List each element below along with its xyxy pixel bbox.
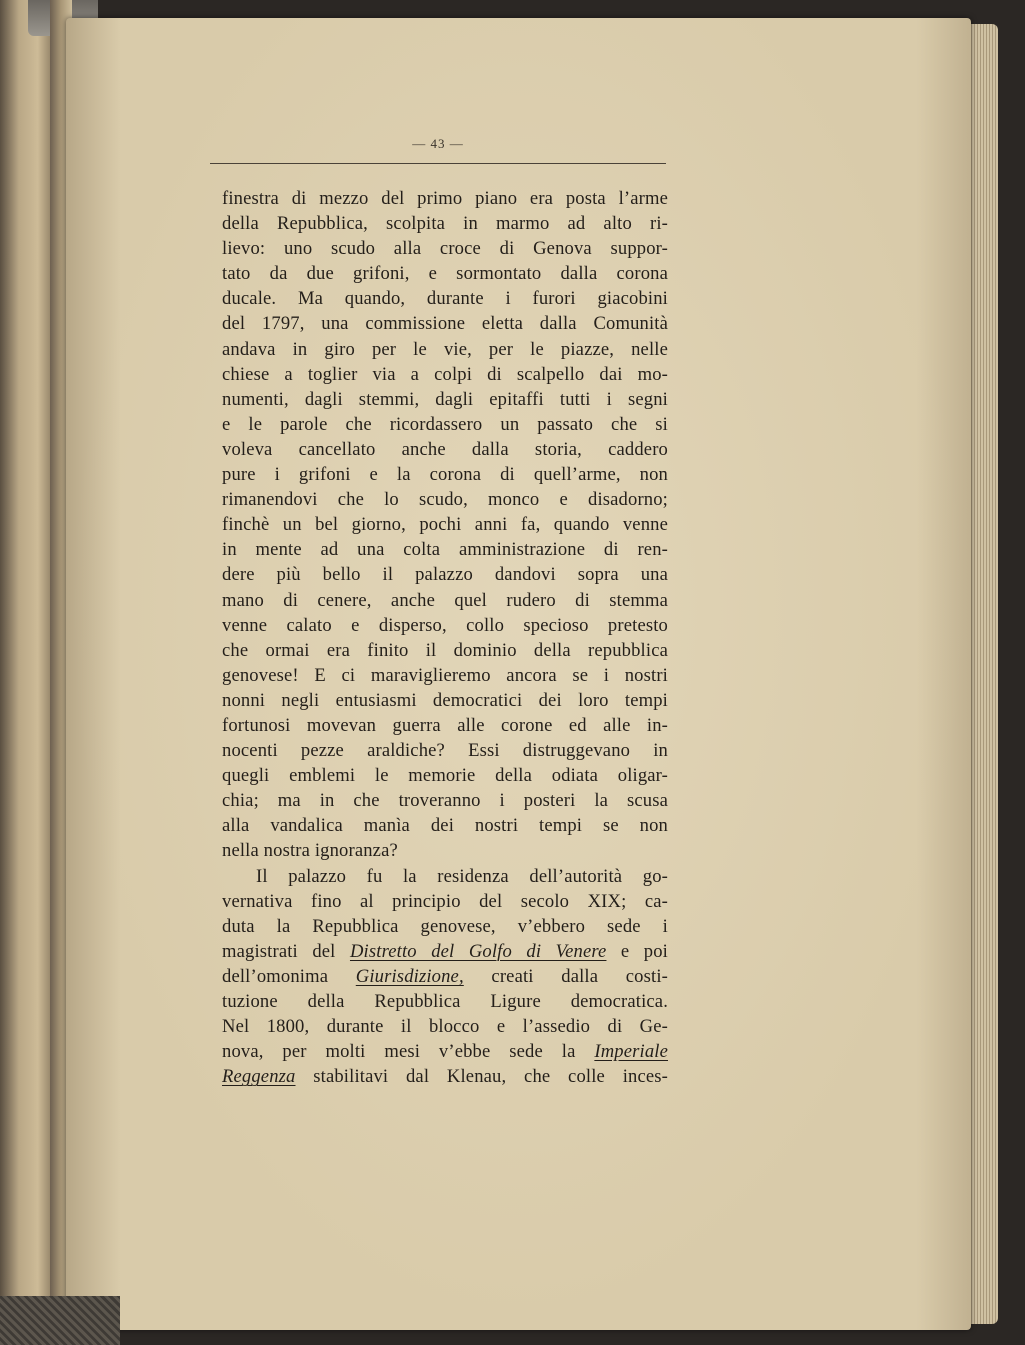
text-line <box>222 387 668 412</box>
text-line <box>222 261 668 286</box>
text-segment: fortunosi movevan guerra alle corone ed alle in- <box>222 714 668 736</box>
text-segment: rimanendovi che lo scudo, monco e disadorno; <box>222 489 668 511</box>
text-line <box>222 864 668 889</box>
text-line <box>222 1039 668 1064</box>
italic-phrase: Giurisdizione, <box>355 965 464 987</box>
text-segment: lievo: uno scudo alla croce di Genova suppor- <box>222 238 668 260</box>
text-line <box>222 337 668 362</box>
text-segment: dell’omonima <box>222 965 356 987</box>
text-segment: dere più bello il palazzo dandovi sopra una <box>222 564 668 586</box>
text-segment: nella nostra ignoranza? <box>222 840 398 862</box>
text-line <box>222 362 668 387</box>
text-segment: creati dalla costi- <box>463 965 668 987</box>
text-segment: finchè un bel giorno, pochi anni fa, quando venne <box>222 514 668 536</box>
text-segment: finestra di mezzo del primo piano era posta l’arme <box>222 188 668 209</box>
text-line <box>222 638 668 663</box>
text-segment: nova, per molti mesi v’ebbe sede la <box>222 1041 595 1063</box>
header-rule <box>210 163 666 164</box>
text-segment: quegli emblemi le memorie della odiata oligar- <box>222 765 668 787</box>
text-segment: che ormai era finito il dominio della repubblica <box>222 639 668 661</box>
text-line <box>222 813 668 838</box>
text-line <box>222 588 668 613</box>
text-line <box>222 763 668 788</box>
text-segment: nonni negli entusiasmi democratici dei loro tempi <box>222 689 668 711</box>
text-segment: tato da due grifoni, e sormontato dalla corona <box>222 263 668 285</box>
text-segment: chia; ma in che troveranno i posteri la scusa <box>222 790 668 812</box>
text-line <box>222 437 668 462</box>
text-segment: magistrati del <box>222 940 350 962</box>
text-segment: vernativa fino al principio del secolo XIX; ca- <box>222 890 668 912</box>
text-segment: voleva cancellato anche dalla storia, caddero <box>222 438 668 460</box>
text-line <box>222 311 668 336</box>
text-line <box>222 914 668 939</box>
text-segment: chiese a toglier via a colpi di scalpello dai mo- <box>222 363 668 385</box>
text-segment: stabilitavi dal Klenau, che colle inces- <box>295 1066 668 1088</box>
text-segment: mano di cenere, anche quel rudero di stemma <box>222 589 668 611</box>
text-line <box>222 663 668 688</box>
text-segment: del 1797, una commissione eletta dalla Comunità <box>222 313 668 335</box>
text-segment: venne calato e disperso, collo specioso pretesto <box>222 614 668 636</box>
page-body-text <box>222 186 668 1089</box>
previous-page-edge <box>0 0 54 1345</box>
text-line <box>222 688 668 713</box>
text-segment: numenti, dagli stemmi, dagli epitaffi tutti i segni <box>222 388 668 410</box>
page-number: — 43 — <box>412 136 464 151</box>
text-segment: e poi <box>606 940 669 962</box>
text-line <box>222 838 668 863</box>
text-line <box>222 186 668 211</box>
text-segment: nocenti pezze araldiche? Essi distruggevano in <box>222 740 668 762</box>
italic-phrase: Reggenza <box>222 1066 296 1088</box>
text-line <box>222 613 668 638</box>
text-segment: alla vandalica manìa dei nostri tempi se non <box>222 815 668 837</box>
text-segment: genovese! E ci maraviglieremo ancora se i nostri <box>222 664 668 686</box>
text-segment: duta la Repubblica genovese, v’ebbero sede i <box>222 915 668 937</box>
text-line <box>222 487 668 512</box>
text-segment: Nel 1800, durante il blocco e l’assedio di Ge- <box>222 1016 668 1038</box>
text-segment: Il palazzo fu la residenza dell’autorità go- <box>256 865 668 887</box>
text-line <box>222 211 668 236</box>
text-line <box>222 512 668 537</box>
text-line <box>222 964 668 989</box>
text-line <box>222 713 668 738</box>
text-line <box>222 412 668 437</box>
text-segment: della Repubblica, scolpita in marmo ad alto ri- <box>222 213 668 235</box>
italic-phrase: Imperiale <box>594 1041 668 1063</box>
text-line <box>222 537 668 562</box>
text-line <box>222 889 668 914</box>
text-segment: in mente ad una colta amministrazione di ren- <box>222 539 668 561</box>
text-line <box>222 939 668 964</box>
text-line <box>222 788 668 813</box>
italic-phrase: Distretto del Golfo di Venere <box>349 940 607 962</box>
text-segment: andava in giro per le vie, per le piazze, nelle <box>222 338 668 360</box>
text-line <box>222 462 668 487</box>
text-line <box>222 286 668 311</box>
binding-cloth <box>0 1296 120 1345</box>
text-line <box>222 738 668 763</box>
text-line <box>222 989 668 1014</box>
text-segment: ducale. Ma quando, durante i furori giacobini <box>222 288 668 310</box>
text-line <box>222 1014 668 1039</box>
text-segment: e le parole che ricordassero un passato che si <box>222 413 668 435</box>
text-line <box>222 236 668 261</box>
text-segment: pure i grifoni e la corona di quell’arme, non <box>222 464 668 486</box>
text-segment: tuzione della Repubblica Ligure democratica. <box>222 991 668 1012</box>
text-line <box>222 562 668 587</box>
text-line <box>222 1064 668 1089</box>
